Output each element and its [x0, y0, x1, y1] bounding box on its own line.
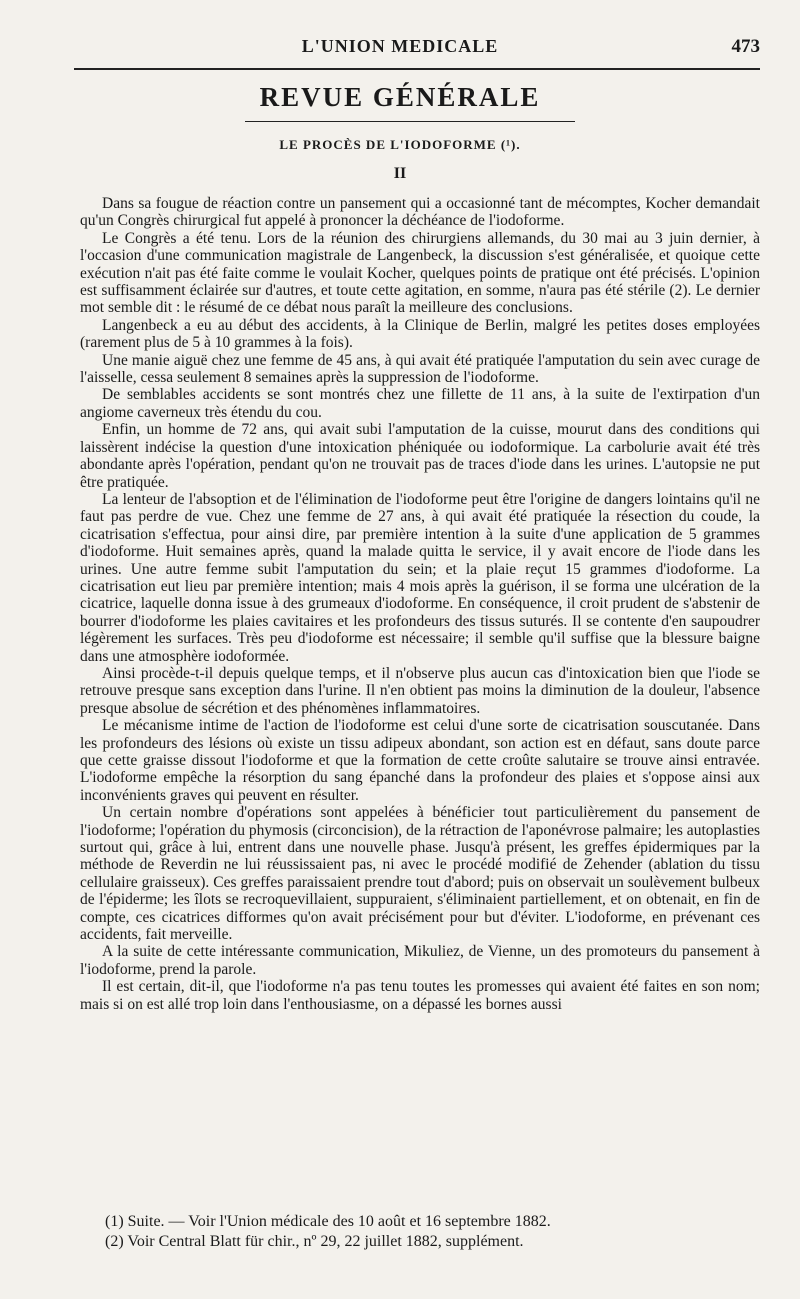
paragraph: Une manie aiguë chez une femme de 45 ans, à qui avait été pratiquée l'amputation du sein avec curage de l'aisselle, cessa seulement 8 semaines après la suppression de l'iodoforme. — [80, 351, 760, 387]
footnote: (2) Voir Central Blatt für chir., nº 29, 22 juillet 1882, supplément. — [105, 1233, 524, 1250]
paragraph: Il est certain, dit-il, que l'iodoforme n'a pas tenu toutes les promesses qui avaient été faites en son nom; mais si on est allé trop loin dans l'enthousiasme, on a dépassé les bornes aussi — [80, 978, 760, 1013]
paragraph: Dans sa fougue de réaction contre un pansement qui a occasionné tant de mécomptes, Kocher demandait qu'un Congrès chirurgical fut appelé à prononcer la déchéance de l'iodoforme. — [80, 195, 760, 230]
paragraph: Enfin, un homme de 72 ans, qui avait subi l'amputation de la cuisse, mourut dans des conditions qui laissèrent indécise la question d'une intoxication phéniquée ou iodoformique. La carbolurie avait été très abondante après l'opération, pendant qu'on ne trouvait pas de traces d'iode dans les urines. L'autopsie ne put être pratiquée. — [80, 421, 760, 491]
paragraph: Le mécanisme intime de l'action de l'iodoforme est celui d'une sorte de cicatrisation souscutanée. Dans les profondeurs des lésions où existe un tissu adipeux abondant, son action est en défaut, sans doute parce que cette graisse dissout l'iodoforme et que la formation de cette croûte salutaire se trouve ainsi entravée. L'iodoforme empêche la résorption du sang épanché dans la profondeur des plaies et s'oppose ainsi aux inconvénients graves qui peuvent en résulter. — [80, 717, 760, 804]
paragraph: Langenbeck a eu au début des accidents, à la Clinique de Berlin, malgré les petites doses employées (rarement plus de 5 à 10 grammes à la fois). — [80, 316, 760, 352]
paragraph: De semblables accidents se sont montrés chez une fillette de 11 ans, à la suite de l'extirpation d'un angiome caverneux très étendu du cou. — [80, 386, 760, 421]
paragraph: Ainsi procède-t-il depuis quelque temps, et il n'observe plus aucun cas d'intoxication bien que l'iode se retrouve presque sans exception dans l'urine. Il n'en obtient pas moins la diminution de la douleur, l'absence presque absolue de sécrétion et des phénomènes inflammatoires. — [80, 664, 760, 717]
paragraph: La lenteur de l'absoption et de l'élimination de l'iodoforme peut être l'origine de dangers lointains qu'il ne faut pas perdre de vue. Chez une femme de 27 ans, à qui avait été pratiquée la résection du coude, la cicatrisation s'effectua, pour ainsi dire, par première intention à la suite d'une application de 5 grammes d'iodoforme. Huit semaines après, quand la malade quitta le service, il y avait encore de l'iode dans les urines. Une autre femme subit l'amputation du sein; et la plaie reçut 15 grammes d'iodoforme. La cicatrisation eut lieu par première intention; mais 4 mois après la guérison, il se forma une ulcération de la cicatrice, laquelle donna issue à des grumeaux d'iodoforme. En conséquence, il croit prudent de s'abstenir de bourrer d'iodoforme les plaies cavitaires et les profondeurs des tissus suturés. Il se contente d'en saupoudrer légèrement les surfaces. Très peu d'iodoforme est nécessaire; il semble qu'il suffise que la blessure baigne dans une atmosphère iodoformée. — [80, 490, 760, 665]
section-title: REVUE GÉNÉRALE — [259, 82, 541, 112]
paragraph: Le Congrès a été tenu. Lors de la réunion des chirurgiens allemands, du 30 mai au 3 juin dernier, à l'occasion d'une communication magistrale de Langenbeck, la discussion s'est généralisée, et quoique cette exécution n'ait pas été faite comme le voulait Kocher, quelques points de pratique ont été précisés. L'opinion est suffisamment éclairée sur d'autres, et toute cette agitation, en somme, n'aura pas été stérile (2). Le dernier mot semble dit : le résumé de ce débat nous paraît la meilleure des conclusions. — [80, 229, 760, 317]
footnotes — [105, 1212, 745, 1252]
paragraph: Un certain nombre d'opérations sont appelées à bénéficier tout particulièrement du pansement de l'iodoforme; l'opération du phymosis (circoncision), de la rétraction de l'aponévrose palmaire; les autoplasties surtout qui, grâce à lui, entrent dans une nouvelle phase. Jusqu'à présent, les greffes épidermiques par la méthode de Reverdin ne lui réussissaient pas, ni avec le procédé modifié de Zehender (ablation du tissu cellulaire graisseux). Ces greffes paraissaient prendre tout d'abord; puis on observait un soulèvement bulbeux de l'épiderme; les îlots se recroquevillaient, suppuraient, s'éliminaient partiellement, et on obtenait, en fin de compte, ces cicatrices difformes qu'on avait précisément pour but d'éviter. L'iodoforme, en prévenant ces accidents, fait merveille. — [80, 804, 760, 944]
header-rule — [74, 68, 760, 70]
page-number: 473 — [731, 36, 760, 57]
running-title: L'UNION MEDICALE — [301, 36, 499, 56]
article-title: LE PROCÈS DE L'IODOFORME (¹). — [279, 137, 521, 152]
paragraph: A la suite de cette intéressante communication, Mikuliez, de Vienne, un des promoteurs du pansement à l'iodoforme, prend la parole. — [80, 943, 760, 978]
running-head — [0, 30, 800, 60]
article-body — [80, 195, 760, 1013]
title-rule — [245, 121, 575, 122]
footnote: (1) Suite. — Voir l'Union médicale des 10 août et 16 septembre 1882. — [105, 1213, 551, 1230]
part-number: II — [393, 165, 407, 182]
